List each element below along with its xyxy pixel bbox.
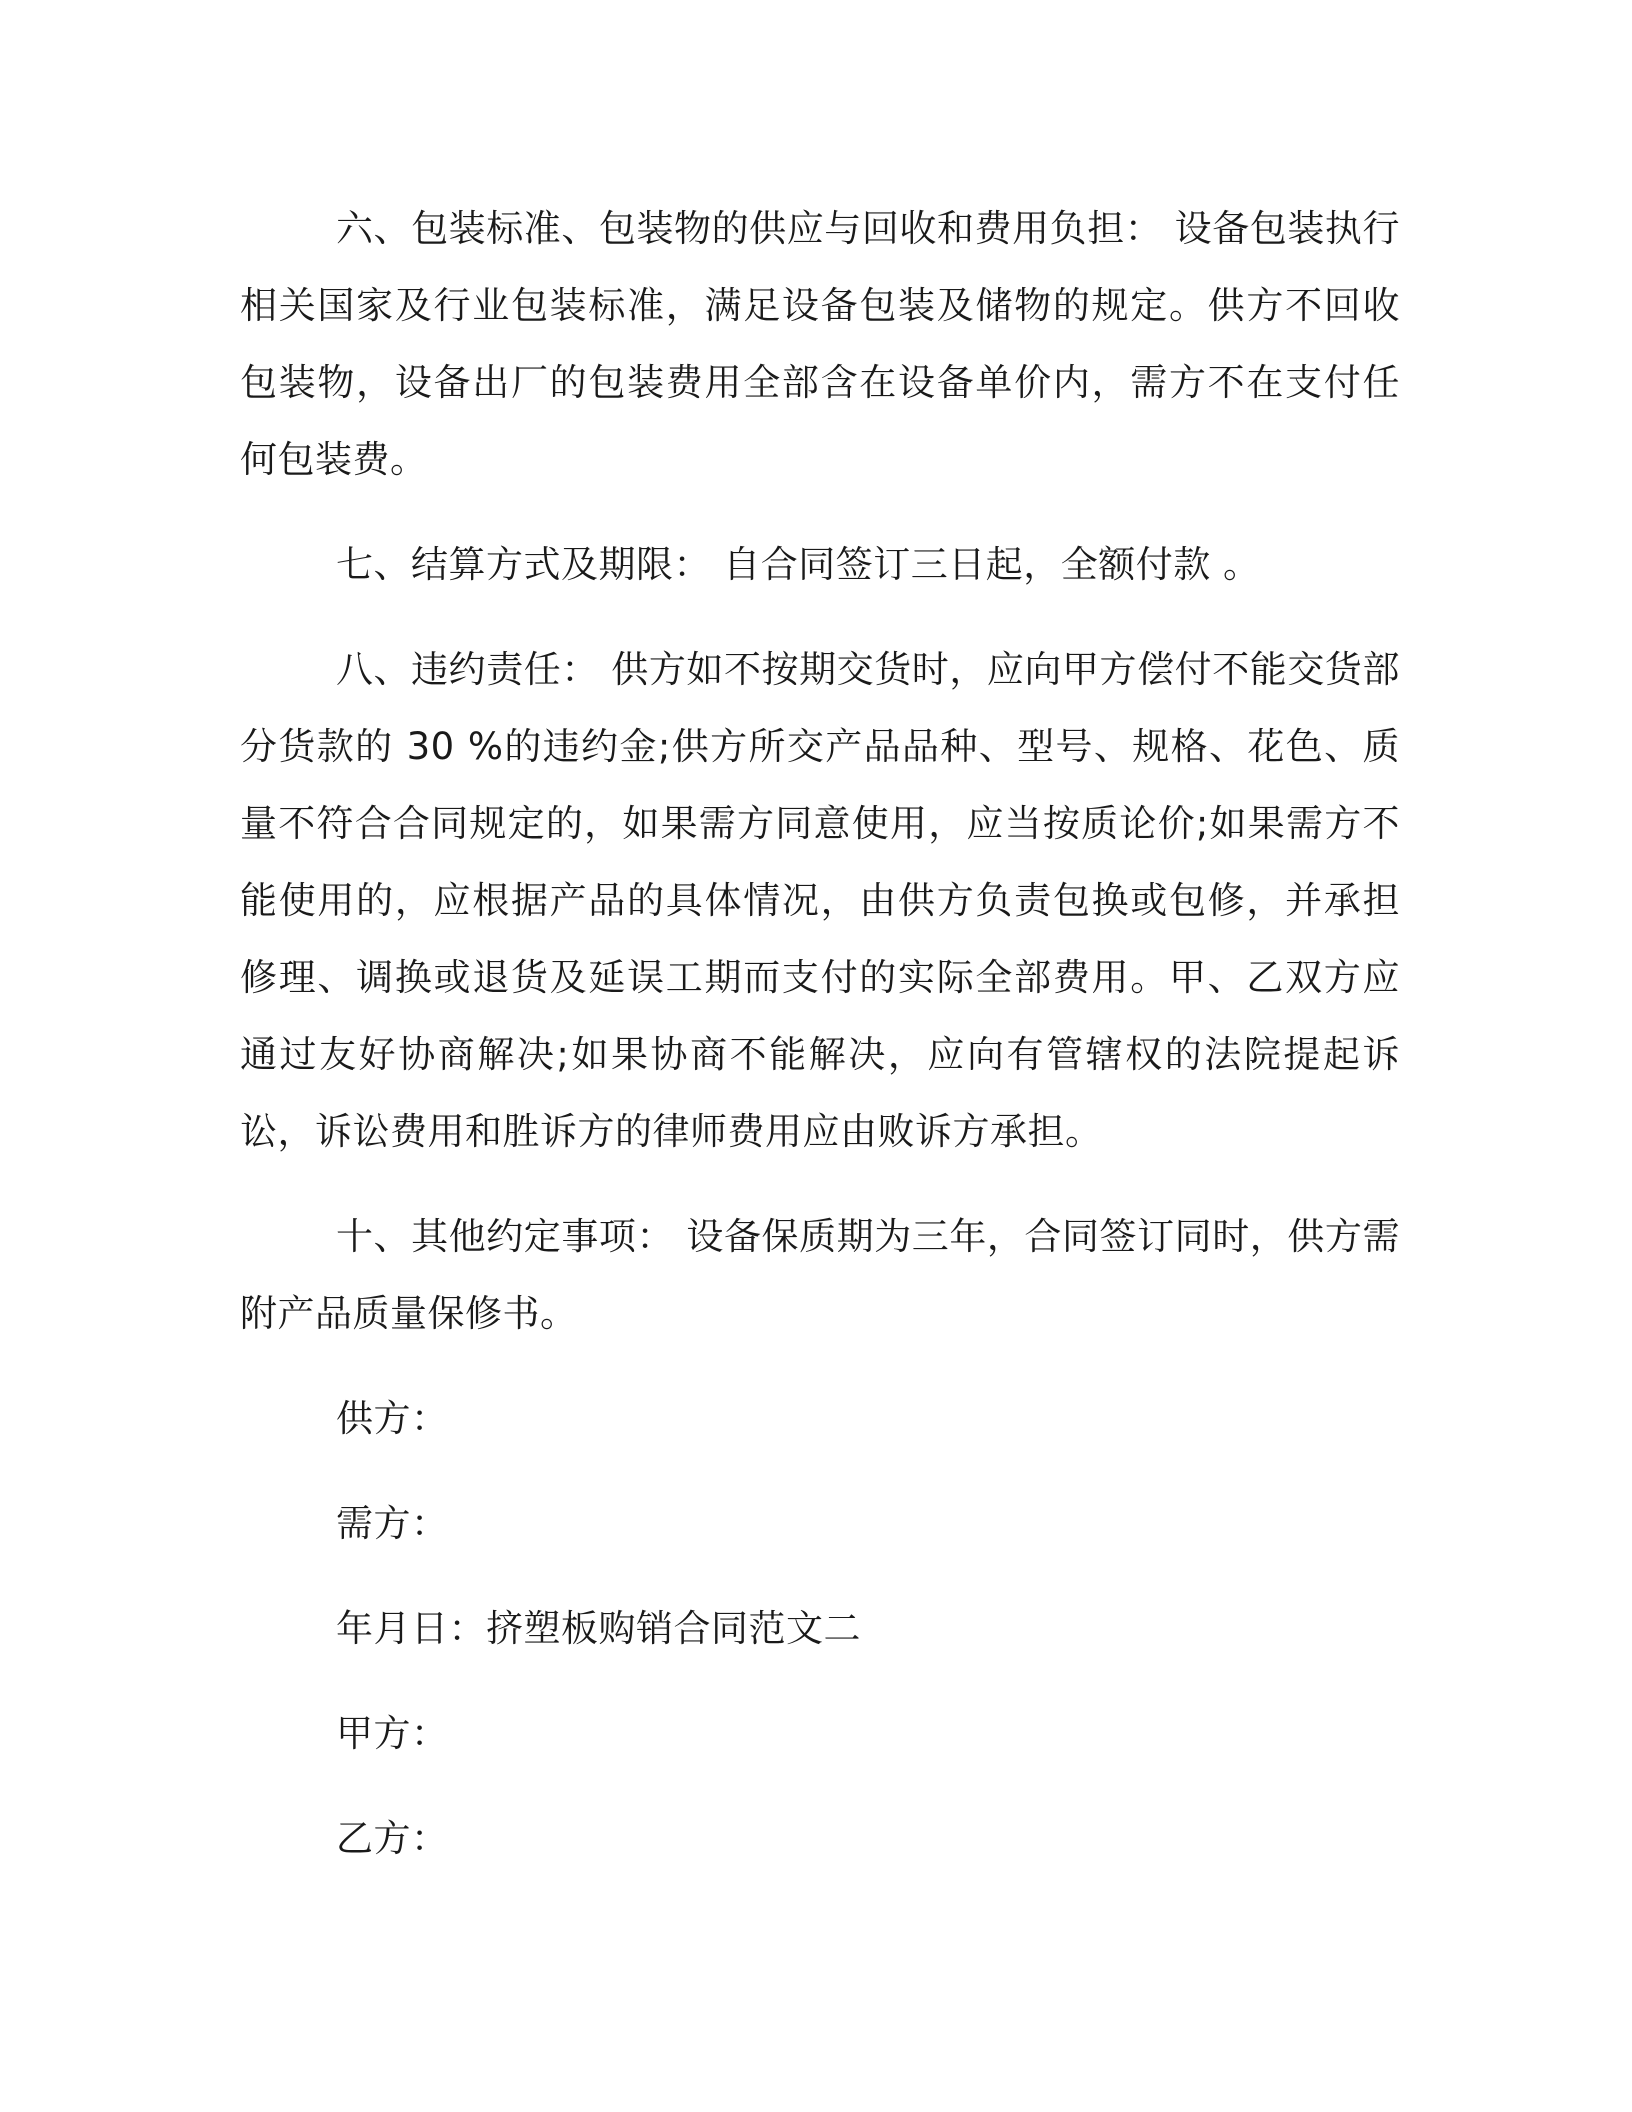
clause-packaging: 六、包装标准、包装物的供应与回收和费用负担： 设备包装执行相关国家及行业包装标准，满足设备包装及储物的规定。供方不回收包装物，设备出厂的包装费用全部含在设备单价内，需方不在支付任何包装费。: [240, 207, 1400, 481]
buyer-signature-line: 需方：: [336, 1502, 449, 1545]
party-a-signature-line: 甲方：: [336, 1712, 449, 1755]
supplier-signature-line: 供方：: [336, 1397, 449, 1440]
party-b-signature-line: 乙方：: [336, 1817, 449, 1860]
clause-liability: 八、违约责任： 供方如不按期交货时，应向甲方偿付不能交货部分货款的 30 %的违约金;供方所交产品品种、型号、规格、花色、质量不符合合同规定的，如果需方同意使用，应当按质论价;如果需方不能使用的，应根据产品的具体情况，由供方负责包换或包修，并承担修理、调换或退货及延误工期而支付的实际全部费用。甲、乙双方应通过友好协商解决;如果协商不能解决，应向有管辖权的法院提起诉讼，诉讼费用和胜诉方的律师费用应由败诉方承担。: [240, 648, 1400, 1153]
clause-other-terms: 十、其他约定事项： 设备保质期为三年，合同签订同时，供方需附产品质量保修书。: [240, 1215, 1400, 1335]
clause-settlement: 七、结算方式及期限： 自合同签订三日起，全额付款 。: [336, 543, 1261, 586]
date-line: 年月日：挤塑板购销合同范文二: [336, 1607, 861, 1650]
document-body: [240, 190, 1400, 1905]
